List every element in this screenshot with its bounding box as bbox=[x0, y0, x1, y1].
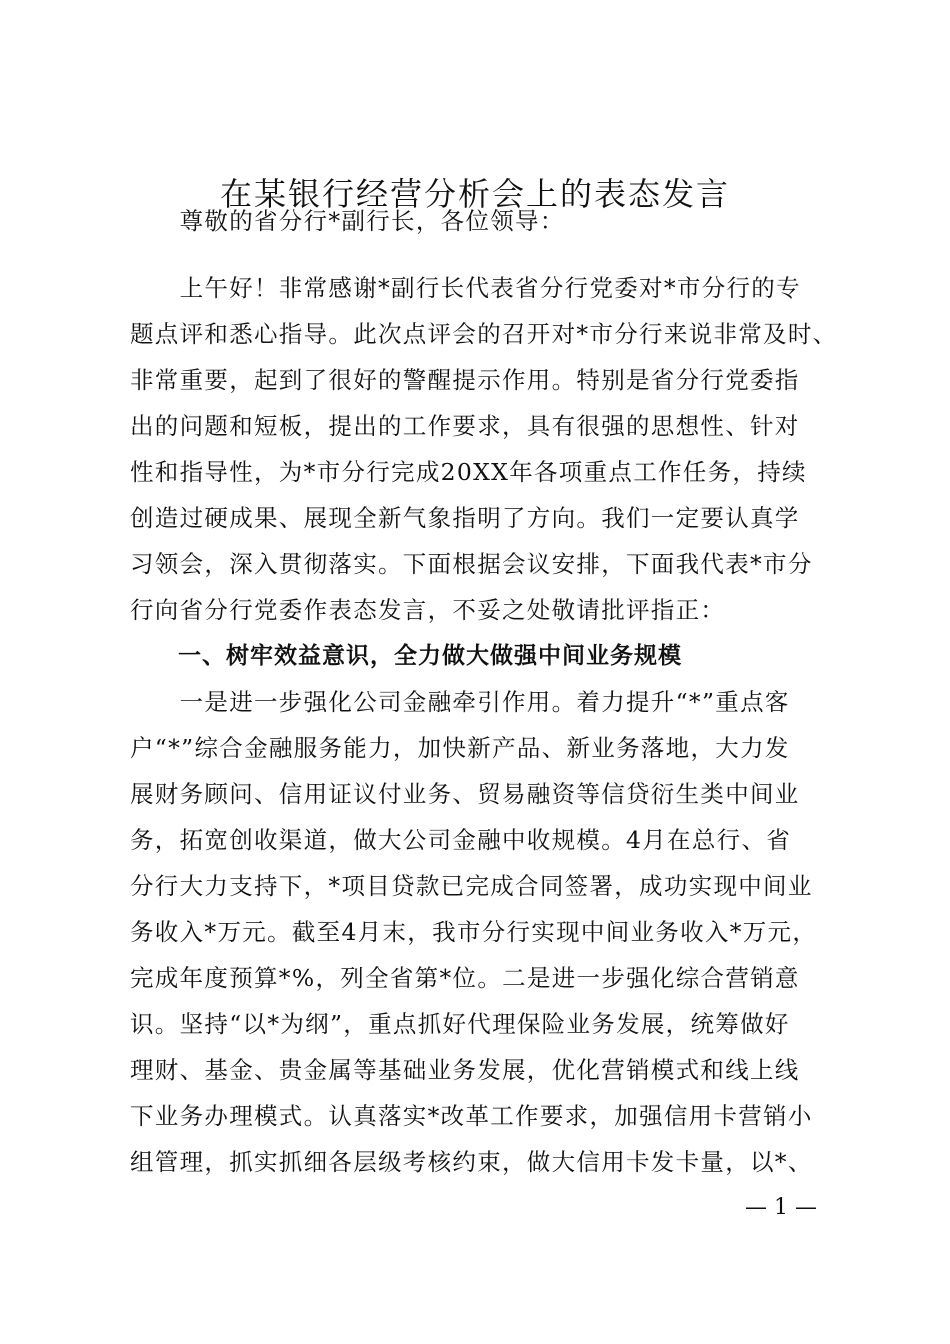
body-line: 理财、基金、贵金属等基础业务发展，优化营销模式和线上线 bbox=[130, 1056, 800, 1084]
body-line: 出的问题和短板，提出的工作要求，具有很强的思想性、针对 bbox=[130, 412, 800, 440]
body-line: 户“*”综合金融服务能力，加快新产品、新业务落地，大力发 bbox=[130, 734, 790, 762]
body-line: 行向省分行党委作表态发言，不妥之处敬请批评指正： bbox=[130, 596, 726, 624]
body-line: 非常重要，起到了很好的警醒提示作用。特别是省分行党委指 bbox=[130, 366, 800, 394]
section-heading: 一、树牢效益意识，全力做大做强中间业务规模 bbox=[130, 643, 682, 669]
body-line: 展财务顾问、信用证议付业务、贸易融资等信贷衍生类中间业 bbox=[130, 780, 800, 808]
body-line: 完成年度预算*%，列全省第*位。二是进一步强化综合营销意 bbox=[130, 964, 800, 992]
document-title: 在某银行经营分析会上的表态发言 bbox=[219, 175, 730, 213]
page-number: — 1 — bbox=[745, 1195, 817, 1220]
body-line: 习领会，深入贯彻落实。下面根据会议安排，下面我代表*市分 bbox=[130, 550, 813, 578]
body-line: 题点评和悉心指导。此次点评会的召开对*市分行来说非常及时、 bbox=[130, 320, 838, 348]
body-line: 上午好！非常感谢*副行长代表省分行党委对*市分行的专 bbox=[130, 274, 801, 302]
body-line: 务，拓宽创收渠道，做大公司金融中收规模。4月在总行、省 bbox=[130, 826, 792, 854]
salutation-line: 尊敬的省分行*副行长，各位领导： bbox=[130, 207, 565, 235]
body-line: 识。坚持“以*为纲”，重点抓好代理保险业务发展，统筹做好 bbox=[130, 1010, 790, 1038]
body-line: 组管理，抓实抓细各层级考核约束，做大信用卡发卡量，以*、 bbox=[130, 1148, 813, 1176]
body-line: 性和指导性，为*市分行完成20XX年各项重点工作任务，持续 bbox=[130, 458, 807, 486]
body-line: 分行大力支持下，*项目贷款已完成合同签署，成功实现中间业 bbox=[130, 872, 813, 900]
body-line: 一是进一步强化公司金融牵引作用。着力提升“*”重点客 bbox=[130, 688, 790, 716]
body-line: 下业务办理模式。认真落实*改革工作要求，加强信用卡营销小 bbox=[130, 1102, 813, 1130]
body-line: 创造过硬成果、展现全新气象指明了方向。我们一定要认真学 bbox=[130, 504, 800, 532]
body-line: 务收入*万元。截至4月末，我市分行实现中间业务收入*万元， bbox=[130, 918, 818, 946]
